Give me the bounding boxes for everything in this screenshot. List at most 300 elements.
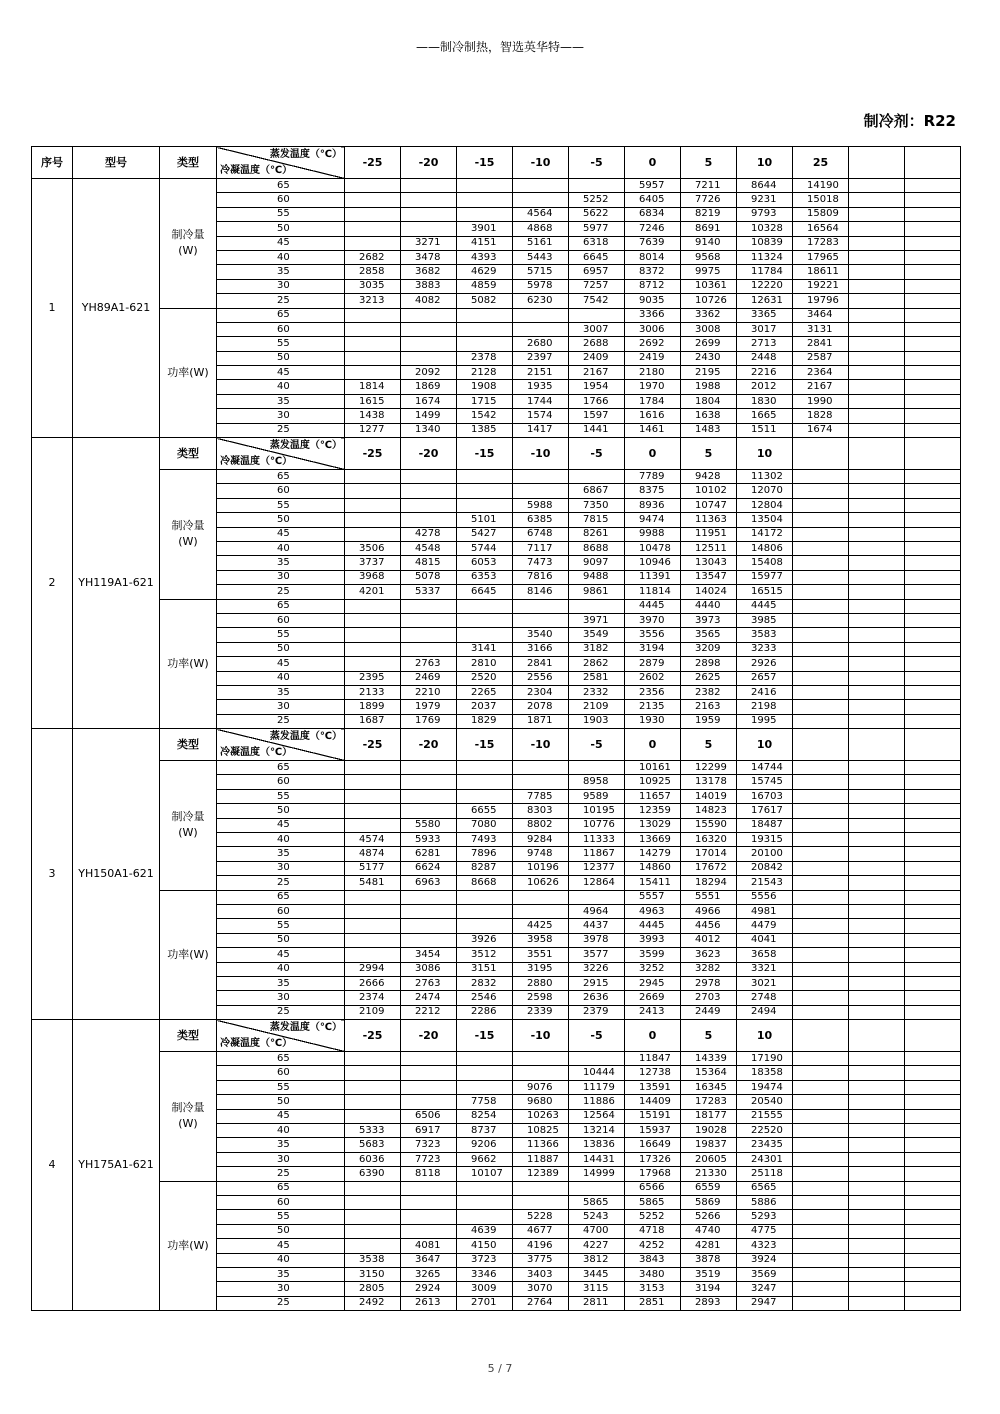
value-cell (849, 1005, 905, 1019)
value-cell: 14860 (625, 861, 681, 875)
value-cell (905, 585, 961, 599)
value-cell: 14431 (569, 1152, 625, 1166)
value-cell (849, 470, 905, 484)
value-cell: 2180 (625, 366, 681, 380)
value-cell: 6957 (569, 265, 625, 279)
value-cell (793, 1167, 849, 1181)
evap-temp-header: 10 (737, 438, 793, 470)
value-cell: 10263 (513, 1109, 569, 1123)
value-cell: 1935 (513, 380, 569, 394)
value-cell: 2037 (457, 700, 513, 714)
value-cell (513, 484, 569, 498)
value-cell: 8712 (625, 279, 681, 293)
value-cell (401, 498, 457, 512)
value-cell: 10102 (681, 484, 737, 498)
table-row (32, 308, 961, 322)
col-header-type: 类型 (160, 147, 217, 179)
value-cell: 1483 (681, 423, 737, 437)
value-cell: 2133 (345, 685, 401, 699)
value-cell: 1665 (737, 409, 793, 423)
value-cell (457, 179, 513, 193)
condensing-temp: 40 (217, 541, 345, 555)
value-cell (793, 1224, 849, 1238)
value-cell: 2587 (793, 351, 849, 365)
value-cell (849, 948, 905, 962)
value-cell: 3519 (681, 1267, 737, 1281)
value-cell (849, 394, 905, 408)
value-cell: 3737 (345, 556, 401, 570)
condensing-temp: 55 (217, 498, 345, 512)
value-cell (905, 394, 961, 408)
value-cell (793, 962, 849, 976)
diagonal-header-cell (217, 147, 345, 179)
value-cell: 8014 (625, 250, 681, 264)
value-cell: 2216 (737, 366, 793, 380)
value-cell: 10776 (569, 818, 625, 832)
value-cell: 23435 (737, 1138, 793, 1152)
value-cell: 11887 (513, 1152, 569, 1166)
value-cell: 7639 (625, 236, 681, 250)
value-cell: 19028 (681, 1124, 737, 1138)
value-cell: 16345 (681, 1080, 737, 1094)
value-cell (401, 207, 457, 221)
value-cell: 6917 (401, 1124, 457, 1138)
value-cell: 5580 (401, 818, 457, 832)
value-cell (849, 1296, 905, 1310)
value-cell (457, 890, 513, 904)
value-cell: 8691 (681, 222, 737, 236)
value-cell: 12804 (737, 498, 793, 512)
value-cell (905, 409, 961, 423)
value-cell: 2703 (681, 991, 737, 1005)
value-cell (905, 337, 961, 351)
value-cell: 4868 (513, 222, 569, 236)
value-cell (905, 322, 961, 336)
value-cell: 5622 (569, 207, 625, 221)
evap-temp-header (793, 438, 849, 470)
capacity-label: 制冷量 (171, 519, 205, 533)
value-cell (401, 761, 457, 775)
condensing-temp: 50 (217, 1224, 345, 1238)
value-cell: 3682 (401, 265, 457, 279)
value-cell (513, 193, 569, 207)
evap-temp-header: -20 (401, 438, 457, 470)
value-cell: 1744 (513, 394, 569, 408)
power-type-cell (160, 599, 217, 729)
value-cell: 3194 (625, 642, 681, 656)
value-cell (905, 556, 961, 570)
value-cell: 3970 (625, 613, 681, 627)
value-cell: 9231 (737, 193, 793, 207)
value-cell: 2167 (569, 366, 625, 380)
value-cell (457, 613, 513, 627)
value-cell (849, 1052, 905, 1066)
value-cell (905, 700, 961, 714)
value-cell (793, 976, 849, 990)
value-cell: 3883 (401, 279, 457, 293)
value-cell: 2666 (345, 976, 401, 990)
value-cell (905, 1109, 961, 1123)
value-cell (345, 890, 401, 904)
value-cell: 11867 (569, 847, 625, 861)
value-cell (905, 962, 961, 976)
value-cell (849, 761, 905, 775)
value-cell: 1574 (513, 409, 569, 423)
value-cell: 5252 (625, 1210, 681, 1224)
value-cell: 18611 (793, 265, 849, 279)
value-cell: 7493 (457, 833, 513, 847)
value-cell: 6748 (513, 527, 569, 541)
condensing-temp: 50 (217, 513, 345, 527)
condensing-temp: 30 (217, 991, 345, 1005)
value-cell: 6385 (513, 513, 569, 527)
condensing-temp: 60 (217, 1196, 345, 1210)
value-cell: 16515 (737, 585, 793, 599)
value-cell: 4964 (569, 904, 625, 918)
value-cell (905, 380, 961, 394)
value-cell (849, 628, 905, 642)
value-cell: 3035 (345, 279, 401, 293)
value-cell: 1597 (569, 409, 625, 423)
value-cell (457, 789, 513, 803)
value-cell: 14019 (681, 789, 737, 803)
value-cell: 1715 (457, 394, 513, 408)
value-cell (849, 207, 905, 221)
value-cell: 4082 (401, 294, 457, 308)
evap-temp-header: -25 (345, 147, 401, 179)
value-cell (793, 948, 849, 962)
value-cell: 3843 (625, 1253, 681, 1267)
value-cell: 9097 (569, 556, 625, 570)
value-cell (793, 585, 849, 599)
value-cell (849, 1282, 905, 1296)
value-cell: 2947 (737, 1296, 793, 1310)
value-cell (849, 1095, 905, 1109)
value-cell: 2810 (457, 657, 513, 671)
value-cell: 4151 (457, 236, 513, 250)
value-cell: 1979 (401, 700, 457, 714)
value-cell (793, 1005, 849, 1019)
value-cell: 4479 (737, 919, 793, 933)
value-cell: 6230 (513, 294, 569, 308)
value-cell (849, 1167, 905, 1181)
value-cell: 18177 (681, 1109, 737, 1123)
value-cell: 3008 (681, 322, 737, 336)
value-cell (849, 1210, 905, 1224)
value-cell: 2994 (345, 962, 401, 976)
value-cell (401, 1196, 457, 1210)
condensing-temp: 55 (217, 1080, 345, 1094)
value-cell: 4041 (737, 933, 793, 947)
value-cell: 20100 (737, 847, 793, 861)
value-cell: 5551 (681, 890, 737, 904)
value-cell (345, 1181, 401, 1195)
value-cell: 1959 (681, 714, 737, 728)
value-cell (401, 193, 457, 207)
value-cell: 4437 (569, 919, 625, 933)
value-cell: 7117 (513, 541, 569, 555)
value-cell (793, 1138, 849, 1152)
value-cell: 5957 (625, 179, 681, 193)
value-cell (905, 570, 961, 584)
value-cell: 2109 (569, 700, 625, 714)
value-cell (905, 1196, 961, 1210)
value-cell: 4196 (513, 1239, 569, 1253)
value-cell: 14279 (625, 847, 681, 861)
value-cell (793, 541, 849, 555)
value-cell: 2832 (457, 976, 513, 990)
value-cell: 21555 (737, 1109, 793, 1123)
evap-temp-header (793, 1020, 849, 1052)
evap-temp-header: -10 (513, 147, 569, 179)
value-cell: 9589 (569, 789, 625, 803)
model-index: 2 (32, 438, 73, 729)
value-cell: 7080 (457, 818, 513, 832)
value-cell: 2811 (569, 1296, 625, 1310)
capacity-label: 制冷量 (171, 1101, 205, 1115)
value-cell: 2858 (345, 265, 401, 279)
condensing-temp: 65 (217, 308, 345, 322)
value-cell: 8644 (737, 179, 793, 193)
value-cell (793, 1282, 849, 1296)
value-cell: 2492 (345, 1296, 401, 1310)
value-cell (849, 700, 905, 714)
value-cell: 3968 (345, 570, 401, 584)
value-cell (905, 933, 961, 947)
condensing-temp: 25 (217, 1005, 345, 1019)
value-cell: 15809 (793, 207, 849, 221)
value-cell (849, 1196, 905, 1210)
value-cell: 8936 (625, 498, 681, 512)
value-cell (905, 250, 961, 264)
evap-temp-header: -20 (401, 729, 457, 761)
value-cell: 3151 (457, 962, 513, 976)
condensing-temp: 45 (217, 527, 345, 541)
value-cell: 13591 (625, 1080, 681, 1094)
value-cell (793, 876, 849, 890)
value-cell: 2748 (737, 991, 793, 1005)
condensing-temp: 35 (217, 685, 345, 699)
condensing-temp: 55 (217, 628, 345, 642)
value-cell (401, 933, 457, 947)
value-cell (849, 671, 905, 685)
condensing-temp: 45 (217, 948, 345, 962)
value-cell: 2556 (513, 671, 569, 685)
evap-temp-header: 5 (681, 729, 737, 761)
value-cell (401, 308, 457, 322)
value-cell (401, 919, 457, 933)
condensing-temp: 60 (217, 613, 345, 627)
value-cell: 4252 (625, 1239, 681, 1253)
model-index: 3 (32, 729, 73, 1020)
value-cell: 17283 (793, 236, 849, 250)
value-cell: 4548 (401, 541, 457, 555)
value-cell (345, 613, 401, 627)
value-cell: 1954 (569, 380, 625, 394)
value-cell: 17968 (625, 1167, 681, 1181)
value-cell (905, 948, 961, 962)
evap-temp-header: -25 (345, 1020, 401, 1052)
value-cell (401, 642, 457, 656)
condensing-temp: 35 (217, 556, 345, 570)
value-cell: 1804 (681, 394, 737, 408)
value-cell: 7815 (569, 513, 625, 527)
value-cell: 2805 (345, 1282, 401, 1296)
value-cell: 3007 (569, 322, 625, 336)
value-cell (849, 1253, 905, 1267)
condensing-temp: 40 (217, 962, 345, 976)
condensing-temp: 45 (217, 1239, 345, 1253)
model-name: YH119A1-621 (73, 438, 160, 729)
value-cell (793, 904, 849, 918)
value-cell: 15191 (625, 1109, 681, 1123)
evap-temp-header: -5 (569, 1020, 625, 1052)
value-cell: 9975 (681, 265, 737, 279)
value-cell: 2763 (401, 657, 457, 671)
value-cell: 3812 (569, 1253, 625, 1267)
value-cell: 2924 (401, 1282, 457, 1296)
condensing-temp: 60 (217, 775, 345, 789)
cond-temp-label: 冷凝温度（℃） (220, 1038, 293, 1050)
value-cell: 14999 (569, 1167, 625, 1181)
value-cell (457, 919, 513, 933)
value-cell: 2109 (345, 1005, 401, 1019)
value-cell: 2682 (345, 250, 401, 264)
value-cell (793, 1196, 849, 1210)
value-cell: 9474 (625, 513, 681, 527)
value-cell (569, 308, 625, 322)
value-cell: 4963 (625, 904, 681, 918)
value-cell: 10361 (681, 279, 737, 293)
value-cell: 3538 (345, 1253, 401, 1267)
table-row (32, 890, 961, 904)
value-cell (849, 366, 905, 380)
value-cell: 2494 (737, 1005, 793, 1019)
value-cell: 13214 (569, 1124, 625, 1138)
value-cell: 6053 (457, 556, 513, 570)
value-cell: 5082 (457, 294, 513, 308)
value-cell: 21330 (681, 1167, 737, 1181)
value-cell: 15937 (625, 1124, 681, 1138)
diagonal-header-cell (217, 1020, 345, 1052)
value-cell: 5161 (513, 236, 569, 250)
value-cell: 3454 (401, 948, 457, 962)
condensing-temp: 25 (217, 294, 345, 308)
value-cell (569, 599, 625, 613)
value-cell: 2286 (457, 1005, 513, 1019)
value-cell: 1542 (457, 409, 513, 423)
value-cell: 4700 (569, 1224, 625, 1238)
value-cell: 6559 (681, 1181, 737, 1195)
value-cell (849, 642, 905, 656)
value-cell: 2978 (681, 976, 737, 990)
value-cell: 2163 (681, 700, 737, 714)
value-cell (905, 1181, 961, 1195)
power-label: 功率(W) (167, 1238, 209, 1252)
value-cell (849, 714, 905, 728)
value-cell: 2692 (625, 337, 681, 351)
evap-temp-header: -15 (457, 438, 513, 470)
value-cell: 7789 (625, 470, 681, 484)
condensing-temp: 55 (217, 207, 345, 221)
condensing-temp: 40 (217, 1253, 345, 1267)
value-cell: 10195 (569, 804, 625, 818)
value-cell (457, 1210, 513, 1224)
condensing-temp: 40 (217, 250, 345, 264)
value-cell (793, 818, 849, 832)
value-cell (849, 876, 905, 890)
condensing-temp: 65 (217, 761, 345, 775)
evap-temp-header: -15 (457, 1020, 513, 1052)
evap-temp-header (849, 729, 905, 761)
value-cell: 2078 (513, 700, 569, 714)
value-cell: 3993 (625, 933, 681, 947)
value-cell: 6566 (625, 1181, 681, 1195)
value-cell (905, 207, 961, 221)
value-cell (345, 470, 401, 484)
value-cell (345, 818, 401, 832)
value-cell (905, 890, 961, 904)
value-cell (513, 1052, 569, 1066)
value-cell: 3153 (625, 1282, 681, 1296)
value-cell: 1869 (401, 380, 457, 394)
value-cell: 17617 (737, 804, 793, 818)
value-cell: 11324 (737, 250, 793, 264)
value-cell: 2915 (569, 976, 625, 990)
value-cell: 1903 (569, 714, 625, 728)
value-cell: 12564 (569, 1109, 625, 1123)
value-cell (793, 498, 849, 512)
value-cell: 1814 (345, 380, 401, 394)
value-cell (905, 351, 961, 365)
value-cell: 2092 (401, 366, 457, 380)
value-cell (457, 599, 513, 613)
value-cell: 2210 (401, 685, 457, 699)
value-cell (905, 1152, 961, 1166)
value-cell (849, 527, 905, 541)
value-cell: 2893 (681, 1296, 737, 1310)
value-cell (569, 179, 625, 193)
value-cell: 4564 (513, 207, 569, 221)
value-cell (457, 1080, 513, 1094)
value-cell (849, 337, 905, 351)
value-cell: 2474 (401, 991, 457, 1005)
value-cell: 2198 (737, 700, 793, 714)
value-cell: 3924 (737, 1253, 793, 1267)
capacity-label: 制冷量 (171, 228, 205, 242)
value-cell (905, 876, 961, 890)
value-cell (793, 933, 849, 947)
value-cell: 3878 (681, 1253, 737, 1267)
evap-temp-header: -20 (401, 1020, 457, 1052)
value-cell: 17672 (681, 861, 737, 875)
value-cell: 2669 (625, 991, 681, 1005)
value-cell (345, 933, 401, 947)
power-label: 功率(W) (167, 656, 209, 670)
value-cell: 2945 (625, 976, 681, 990)
value-cell: 14190 (793, 179, 849, 193)
value-cell (793, 1253, 849, 1267)
value-cell (345, 193, 401, 207)
value-cell: 11886 (569, 1095, 625, 1109)
value-cell: 5865 (625, 1196, 681, 1210)
condensing-temp: 55 (217, 919, 345, 933)
value-cell (345, 527, 401, 541)
value-cell: 1784 (625, 394, 681, 408)
evap-temp-header: 5 (681, 1020, 737, 1052)
value-cell (345, 179, 401, 193)
value-cell: 14409 (625, 1095, 681, 1109)
